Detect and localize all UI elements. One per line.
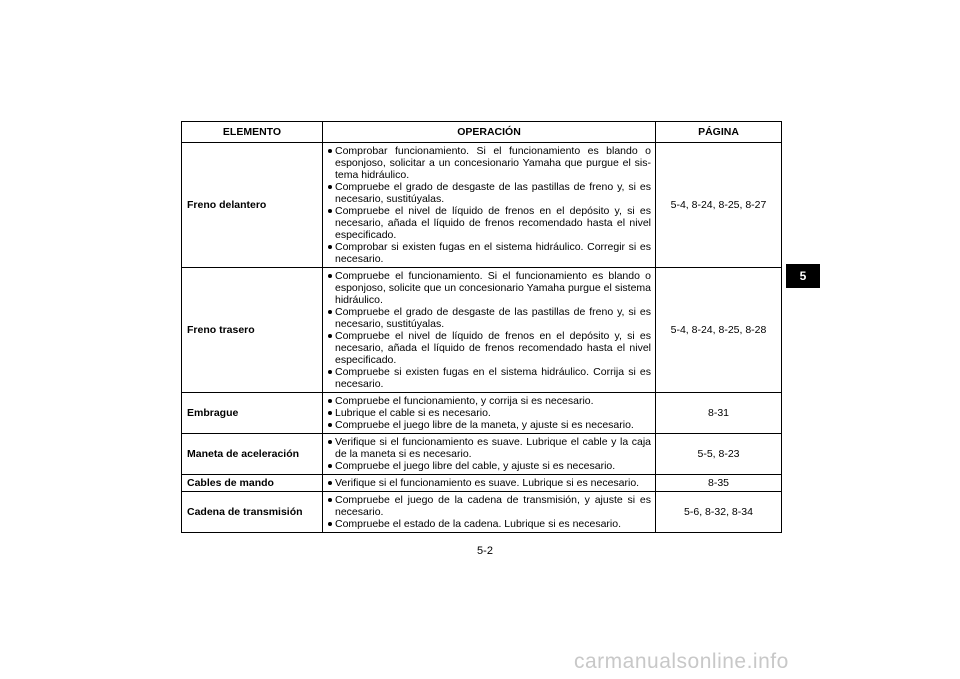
- operation-list: [327, 477, 651, 489]
- header-operacion: OPERACIÓN: [323, 122, 656, 143]
- operation-item: Compruebe el grado de desgaste de las pastillas de freno y, si es necesario, sustitúyalas.: [327, 306, 651, 330]
- chapter-tab: 5: [786, 264, 820, 288]
- row-elemento: Embrague: [182, 393, 323, 434]
- header-elemento: ELEMENTO: [182, 122, 323, 143]
- row-elemento: Cables de mando: [182, 475, 323, 492]
- row-pagina: 5-5, 8-23: [656, 434, 782, 475]
- operation-item: Verifique si el funcionamiento es suave. Lubrique si es necesario.: [327, 477, 651, 489]
- operation-item: Compruebe el funcionamiento. Si el funcionamiento es blando o esponjoso, solicite que un concesionario Yamaha purgue el sistema hidráulico.: [327, 270, 651, 306]
- operation-item: Compruebe el grado de desgaste de las pastillas de freno y, si es necesario, sustitúyalas.: [327, 181, 651, 205]
- operation-item: Compruebe el nivel de líquido de frenos en el depósito y, si es necesario, añada el líquido de frenos recomendado hasta el nivel especificado.: [327, 330, 651, 366]
- operation-list: [327, 436, 651, 472]
- table-row: [182, 268, 782, 393]
- row-pagina: 5-4, 8-24, 8-25, 8-27: [656, 143, 782, 268]
- operation-list: [327, 270, 651, 390]
- operation-item: Compruebe el funcionamiento, y corrija si es necesario.: [327, 395, 651, 407]
- page-number: 5-2: [477, 545, 493, 557]
- row-pagina: 8-31: [656, 393, 782, 434]
- table-row: [182, 434, 782, 475]
- table-row: [182, 393, 782, 434]
- operation-list: [327, 494, 651, 530]
- operation-list: [327, 395, 651, 431]
- operation-item: Lubrique el cable si es necesario.: [327, 407, 651, 419]
- operation-item: Comprobar si existen fugas en el sistema hidráulico. Corregir si es necesario.: [327, 241, 651, 265]
- operation-item: Compruebe si existen fugas en el sistema hidráulico. Corrija si es necesario.: [327, 366, 651, 390]
- row-elemento: Cadena de transmisión: [182, 492, 323, 533]
- row-operacion: [323, 492, 656, 533]
- row-operacion: [323, 268, 656, 393]
- header-pagina: PÁGINA: [656, 122, 782, 143]
- operation-item: Verifique si el funcionamiento es suave. Lubrique el cable y la caja de la maneta si es necesario.: [327, 436, 651, 460]
- row-operacion: [323, 393, 656, 434]
- row-pagina: 5-4, 8-24, 8-25, 8-28: [656, 268, 782, 393]
- row-operacion: [323, 143, 656, 268]
- row-elemento: Maneta de aceleración: [182, 434, 323, 475]
- operation-item: Compruebe el estado de la cadena. Lubrique si es necesario.: [327, 518, 651, 530]
- row-pagina: 5-6, 8-32, 8-34: [656, 492, 782, 533]
- operation-item: Compruebe el nivel de líquido de frenos en el depósito y, si es necesario, añada el líquido de frenos recomendado hasta el nivel especificado.: [327, 205, 651, 241]
- row-operacion: [323, 475, 656, 492]
- operation-item: Comprobar funcionamiento. Si el funcionamiento es blando o esponjoso, solicitar a un concesionario Yamaha que purgue el sis-tema hidráulico.: [327, 145, 651, 181]
- watermark: carmanualsonline.info: [574, 650, 789, 673]
- row-operacion: [323, 434, 656, 475]
- operation-list: [327, 145, 651, 265]
- maintenance-table: [181, 121, 782, 533]
- table-row: [182, 492, 782, 533]
- operation-item: Compruebe el juego libre de la maneta, y ajuste si es necesario.: [327, 419, 651, 431]
- operation-item: Compruebe el juego libre del cable, y ajuste si es necesario.: [327, 460, 651, 472]
- row-elemento: Freno delantero: [182, 143, 323, 268]
- row-elemento: Freno trasero: [182, 268, 323, 393]
- table-row: [182, 475, 782, 492]
- table-row: [182, 143, 782, 268]
- row-pagina: 8-35: [656, 475, 782, 492]
- operation-item: Compruebe el juego de la cadena de transmisión, y ajuste si es necesario.: [327, 494, 651, 518]
- table-header-row: [182, 122, 782, 143]
